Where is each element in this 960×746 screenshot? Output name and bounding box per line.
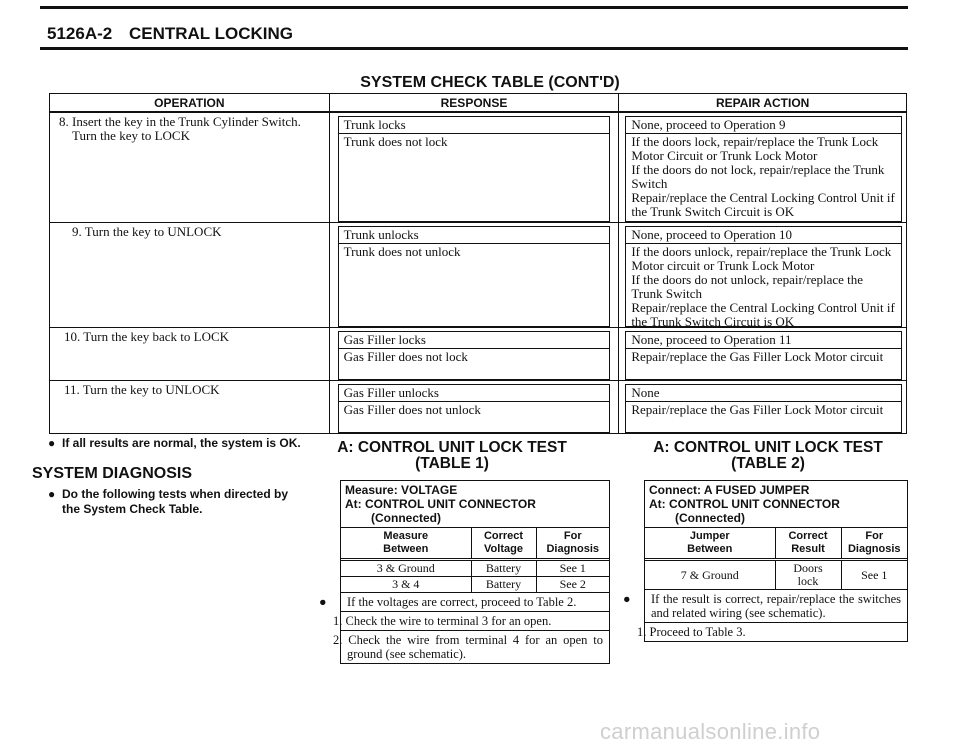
header-rule [40,47,908,50]
table1-step-1: 1. Check the wire to terminal 3 for an open. [341,611,609,630]
table2-col-result: Correct Result [775,528,841,560]
table2-cell: Doors lock [775,560,841,590]
table1-cell: 3 & 4 [341,577,471,593]
page-number: 5126A-2 [47,24,113,43]
table2-col-jumper: Jumper Between [645,528,775,560]
table-row [645,560,907,590]
repair-cell: Repair/replace the Gas Filler Lock Motor circuit [625,349,902,380]
table1-note-text: If the voltages are correct, proceed to Table 2. [347,595,577,609]
table1-cell: See 1 [536,560,609,577]
table2-step-1: 1. Proceed to Table 3. [645,622,907,641]
table1-box [319,480,610,664]
table2-note [623,590,907,622]
bullet-icon: ● [48,487,56,501]
table1-col-voltage: Correct Voltage [471,528,536,560]
response-cell: Trunk unlocks [338,226,611,244]
table1-note [319,593,609,611]
repair-cell: None, proceed to Operation 11 [625,331,902,349]
response-cell: Gas Filler locks [338,331,611,349]
table1-title-line1: A: CONTROL UNIT LOCK TEST [337,439,567,456]
table1-notes [319,592,609,663]
table1-title-line2: (TABLE 1) [415,455,489,472]
table1-cell: 3 & Ground [341,560,471,577]
table1-cell: Battery [471,560,536,577]
table2-at: At: CONTROL UNIT CONNECTOR [649,497,840,511]
response-cell: Trunk does not lock [338,134,611,222]
table1-col-measure: Measure Between [341,528,471,560]
response-cell: Gas Filler unlocks [338,384,611,402]
table1-cell: Battery [471,577,536,593]
table-row [50,112,907,223]
table2-box [623,480,908,642]
table1-measure: Measure: VOLTAGE [345,483,458,497]
system-ok-note [48,436,301,450]
table2-title [618,440,918,472]
table1-header [341,481,609,527]
operation-cell: 8. Insert the key in the Trunk Cylinder Switch. Turn the key to LOCK [59,114,301,143]
column-header-repair-action: REPAIR ACTION [619,94,907,113]
section-title: CENTRAL LOCKING [128,24,293,43]
table2-connect: Connect: A FUSED JUMPER [649,483,810,497]
table2-col-diagnosis: For Diagnosis [841,528,907,560]
table2-note-text: If the result is correct, repair/replace the switches and related wiring (see schematic). [651,592,901,620]
table2-title-line2: (TABLE 2) [731,455,805,472]
diagnosis-line-2: the System Check Table. [62,502,203,516]
diagnosis-line-1: Do the following tests when directed by [62,487,289,501]
table-row [341,560,609,577]
table1-at: At: CONTROL UNIT CONNECTOR [345,497,536,511]
page-header [47,24,293,44]
table-row [341,577,609,593]
repair-cell: If the doors unlock, repair/replace the Trunk Lock Motor circuit or Trunk Lock Motor If the doors do not unlock, repair/replace the Trunk Switch Repair/replace the Central Locking Control Unit if the Trunk Switch Circuit is OK [625,244,902,327]
response-cell: Trunk does not unlock [338,244,611,327]
table1-step-2: 2. Check the wire from terminal 4 for an open to ground (see schematic). [341,630,609,663]
top-rule [40,6,908,9]
column-header-response: RESPONSE [329,94,619,113]
repair-cell: None [625,384,902,402]
system-check-table-title: SYSTEM CHECK TABLE (CONT'D) [360,74,620,91]
system-diagnosis-instructions [48,487,313,517]
response-cell: Gas Filler does not lock [338,349,611,380]
system-ok-note-text: If all results are normal, the system is OK. [62,436,301,450]
column-header-operation: OPERATION [50,94,330,113]
table1-cell: See 2 [536,577,609,593]
bullet-icon: ● [623,592,631,606]
table2-cell: See 1 [841,560,907,590]
table1-grid [341,527,609,592]
table2-grid [645,527,907,589]
table-row [50,223,907,328]
watermark: carmanualsonline.info [600,719,821,744]
system-check-table [49,93,907,434]
repair-cell: Repair/replace the Gas Filler Lock Motor circuit [625,402,902,433]
table2-cell: 7 & Ground [645,560,775,590]
table1-connected: (Connected) [371,511,441,525]
operation-cell: 10. Turn the key back to LOCK [64,329,230,344]
table-row [50,381,907,434]
bullet-icon: ● [319,595,327,609]
system-diagnosis-title: SYSTEM DIAGNOSIS [32,465,193,482]
repair-cell: None, proceed to Operation 10 [625,226,902,244]
repair-cell: None, proceed to Operation 9 [625,116,902,134]
response-cell: Trunk locks [338,116,611,134]
repair-cell: If the doors lock, repair/replace the Trunk Lock Motor Circuit or Trunk Lock Motor If the doors do not lock, repair/replace the Trunk Switch Repair/replace the Central Locking Control Unit if the Trunk Switch Circuit is OK [625,134,902,222]
table2-header [645,481,907,527]
table2-connected: (Connected) [675,511,745,525]
operation-cell: 9. Turn the key to UNLOCK [72,224,222,239]
bullet-icon: ● [48,436,56,450]
table2-title-line1: A: CONTROL UNIT LOCK TEST [653,439,883,456]
table-row [50,328,907,381]
table2-notes [623,589,907,641]
table1-title [322,440,582,472]
response-cell: Gas Filler does not unlock [338,402,611,433]
operation-cell: 11. Turn the key to UNLOCK [64,382,220,397]
table1-col-diagnosis: For Diagnosis [536,528,609,560]
